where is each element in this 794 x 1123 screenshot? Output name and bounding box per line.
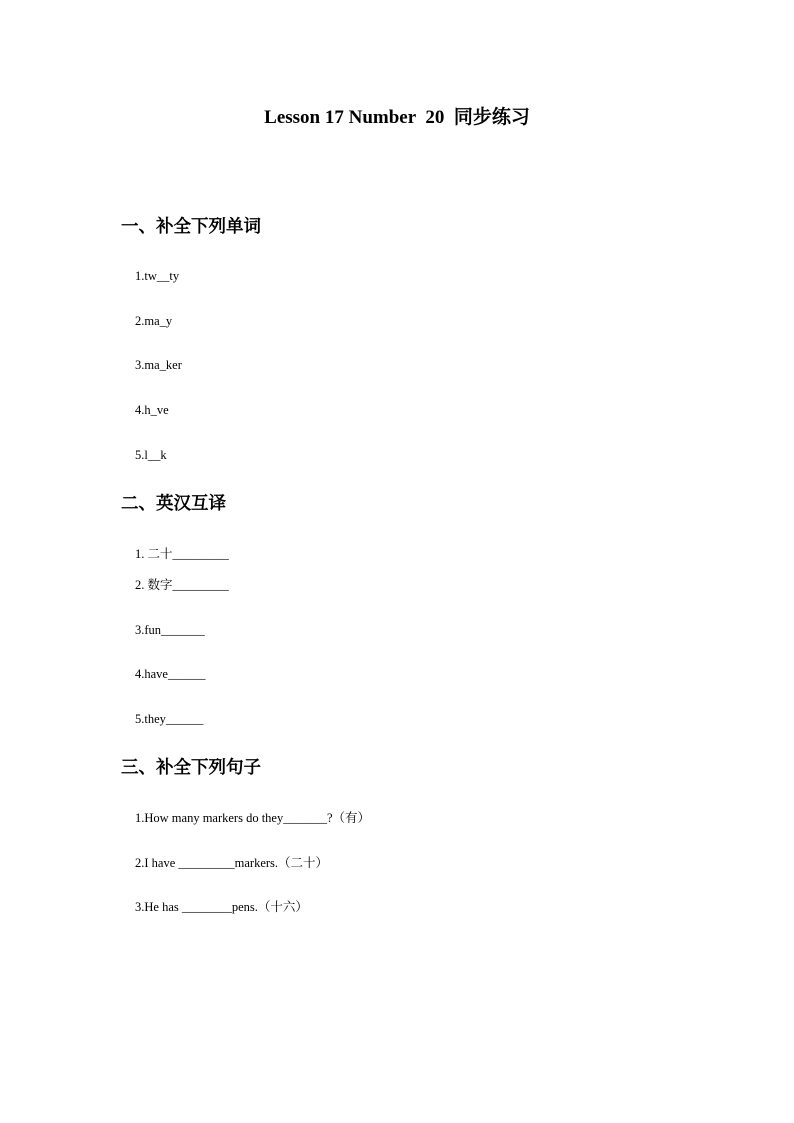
translation-item-4: 4.have______ — [135, 667, 206, 681]
sentence-item-3: 3.He has ________pens.（十六） — [135, 900, 308, 914]
translation-item-5: 5.they______ — [135, 712, 204, 726]
document-title: Lesson 17 Number 20 同步练习 — [264, 107, 530, 128]
word-item-4: 4.h_ve — [135, 403, 169, 417]
translation-item-2: 2. 数字_________ — [135, 578, 229, 592]
section-heading-complete-sentences: 三、补全下列句子 — [121, 758, 261, 778]
word-item-1: 1.tw__ty — [135, 269, 180, 283]
word-item-5: 5.l__k — [135, 448, 167, 462]
section-heading-translation: 二、英汉互译 — [121, 494, 226, 514]
word-item-3: 3.ma_ker — [135, 358, 182, 372]
sentence-item-1: 1.How many markers do they_______?（有） — [135, 811, 371, 825]
translation-item-1: 1. 二十_________ — [135, 547, 229, 561]
section-heading-complete-words: 一、补全下列单词 — [121, 217, 261, 237]
translation-item-3: 3.fun_______ — [135, 623, 205, 637]
word-item-2: 2.ma_y — [135, 314, 173, 328]
sentence-item-2: 2.I have _________markers.（二十） — [135, 856, 329, 870]
